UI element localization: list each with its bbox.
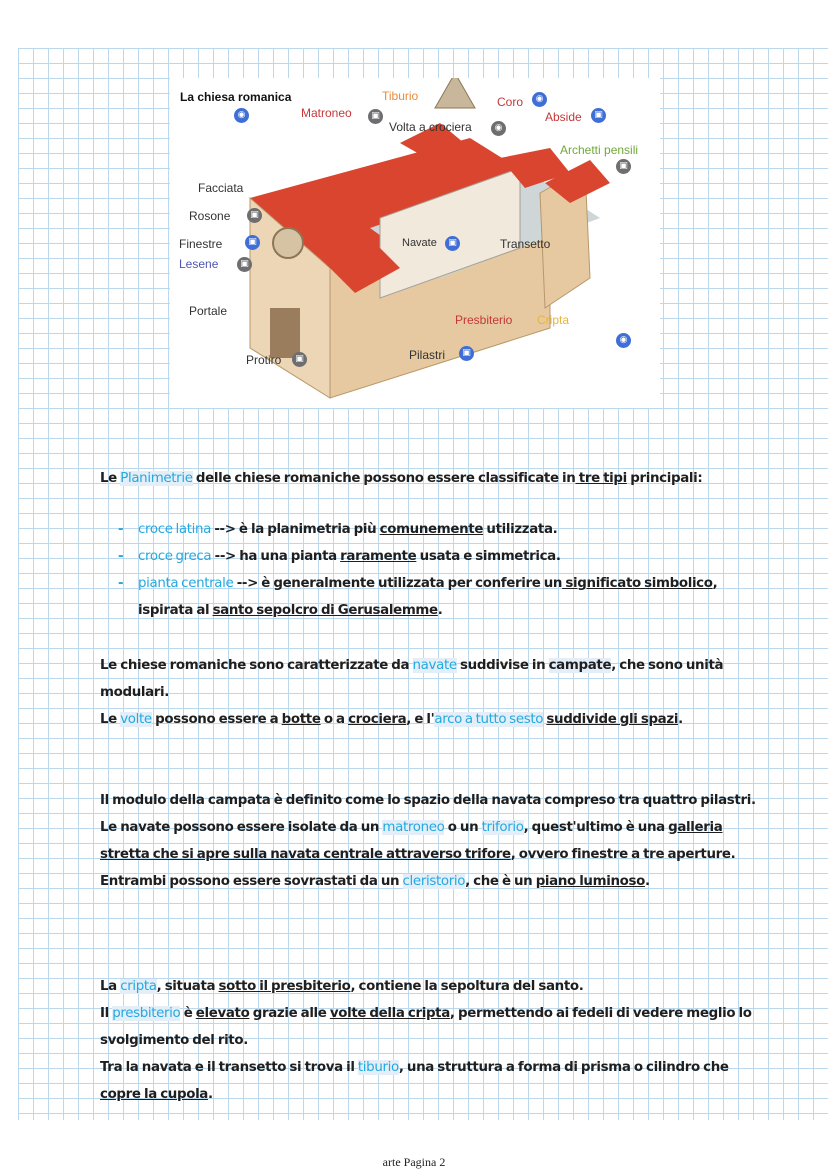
list-item: - croce latina --> è la planimetria più comunemente utilizzata. [118, 522, 558, 537]
audio-icon[interactable]: ◉ [532, 92, 547, 107]
tiburio-tower [435, 78, 475, 108]
list-item: - pianta centrale --> è generalmente utilizzata per conferire un significato simbolico, ispirata al santo sepolcro di Gerusalemme. [118, 576, 718, 618]
image-icon[interactable]: ▣ [616, 159, 631, 174]
list-item: - croce greca --> ha una pianta raramente usata e simmetrica. [118, 549, 561, 564]
image-icon[interactable]: ▣ [292, 352, 307, 367]
label-coro: Coro [497, 95, 524, 109]
audio-icon[interactable]: ◉ [616, 333, 631, 348]
audio-icon[interactable]: ◉ [491, 121, 506, 136]
planimetry-list [100, 516, 760, 624]
image-icon[interactable]: ▣ [237, 257, 252, 272]
label-abside: Abside [545, 110, 582, 124]
image-icon[interactable]: ▣ [591, 108, 606, 123]
label-portale: Portale [189, 304, 228, 318]
label-tiburio: Tiburio [382, 89, 419, 103]
image-icon[interactable]: ▣ [368, 109, 383, 124]
label-rosone: Rosone [189, 209, 231, 223]
rose-window [273, 228, 303, 258]
notes-cripta: La cripta, situata sotto il presbiterio, contiene la sepoltura del santo. Il presbiterio è elevato grazie alle volte della cripta, permettendo ai fedeli di vedere meglio lo svolgimento del rito. Tra la navata e il transetto si trova il tiburio, una struttura a forma di prisma o cilindro che copre la cupola. [100, 979, 752, 1102]
label-archetti: Archetti pensili [560, 143, 639, 157]
label-transetto: Transetto [500, 237, 551, 251]
notes-intro: Le Planimetrie delle chiese romaniche possono essere classificate in tre tipi principali: [100, 471, 703, 486]
label-lesene: Lesene [179, 257, 219, 271]
label-volta: Volta a crociera [389, 120, 472, 134]
notes-campata: Il modulo della campata è definito come lo spazio della navata compreso tra quattro pilastri. Le navate possono essere isolate da un matroneo o un triforio, quest'ultimo è una galleria stretta che si apre sulla navata centrale attraverso trifore, ovvero finestre a tre aperture. Entrambi possono essere sovrastati da un cleristorio, che è un piano luminoso. [100, 793, 756, 889]
label-protiro: Protiro [246, 353, 282, 367]
label-presbiterio: Presbiterio [455, 313, 513, 327]
image-icon[interactable]: ▣ [459, 346, 474, 361]
label-pilastri: Pilastri [409, 348, 446, 362]
label-matroneo: Matroneo [301, 106, 352, 120]
portal [270, 308, 300, 358]
figure-title: La chiesa romanica [180, 90, 292, 104]
notes-navate: Le chiese romaniche sono caratterizzate da navate suddivise in campate, che sono unità modulari. Le volte possono essere a botte o a crociera, e l'arco a tutto sesto suddivide gli spazi. [100, 658, 724, 727]
image-icon[interactable]: ▣ [445, 236, 460, 251]
image-icon[interactable]: ▣ [245, 235, 260, 250]
image-icon[interactable]: ▣ [247, 208, 262, 223]
label-cripta: Cripta [537, 313, 570, 327]
page-footer: arte Pagina 2 [382, 1155, 446, 1169]
label-navate: Navate [402, 237, 437, 249]
label-facciata: Facciata [198, 181, 244, 195]
label-finestre: Finestre [179, 237, 223, 251]
audio-icon[interactable]: ◉ [234, 108, 249, 123]
